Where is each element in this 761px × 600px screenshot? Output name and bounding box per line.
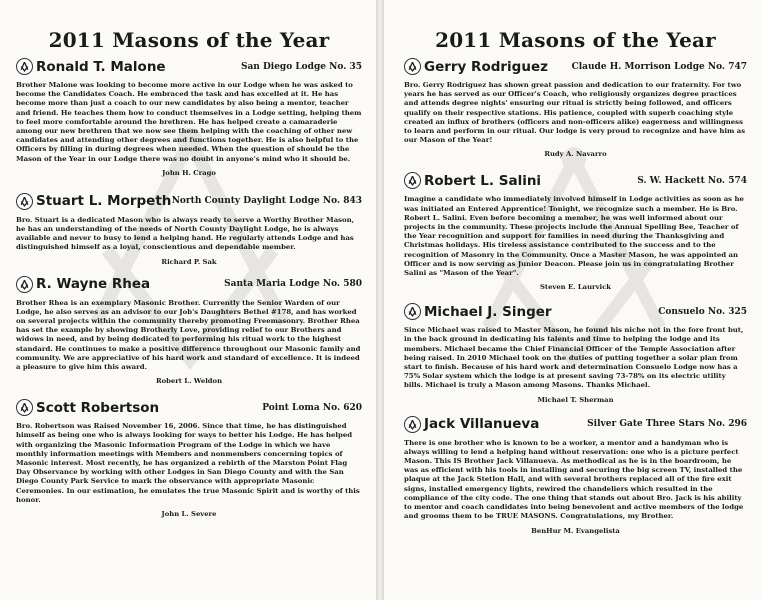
square-compass-icon [16,276,33,293]
tribute-text: Brother Rhea is an exemplary Masonic Brother. Currently the Senior Warden of our Lodge, he also serves as an advisor to our Job's Daughters Bethel #178, and has worked on several projects within the community thereby promoting Freemasonry. Brother Rhea has set the example by showing Brotherly Love, providing relief to our Brothers and widows in need, and by being dedicated to performing his ritual work to the highest standard. He continues to make a positive difference throughout our Masonic family and community. We are appreciative of his hard work and standard of excellence. It is indeed a pleasure to give him this award. [16,298,361,372]
lodge-name: Santa Maria Lodge No. 580 [224,279,362,290]
tribute-text: Bro. Gerry Rodriguez has shown great passion and dedication to our fraternity. For two years he has served as our Officer's Coach, who religiously organizes degree practices and attends degree nights' ensuring our ritual is strictly being followed, and officers qualify on their respective stations. His patience, coupled with superb coaching style created an influx of brothers (officers and non-officers alike) eagerness and willingness to learn and perform in our ritual. Our lodge is very proud to recognize and have him as our Mason of the Year! [404,81,746,145]
honoree-name: Ronald T. Malone [36,58,166,75]
honoree-name: Scott Robertson [36,399,160,416]
tribute-text: Bro. Stuart is a dedicated Mason who is always ready to serve a Worthy Brother Mason, he has an understanding of the needs of North County Daylight Lodge, he is always available and never to busy to lend a helping hand. He regularly attends Lodge and has distinguished himself as a loyal, conscientious and dependable member. [16,215,355,252]
tribute-text: Imagine a candidate who immediately involved himself in Lodge activities as soon as he was initiated an Entered Apprentice! Tonight, we recognize such a member. He is Bro. Robert L. Salini. Even before becoming a member, he was well informed about our projects in the community. These projects include the Annual Spelling Bee, Teacher of the Year recognition and support for families in need during the Thanksgiving and Christmas holidays. His tireless assistance contributed to the success and to the recognition of Masonry in the Community. Once a Master Mason, he was appointed an Officer and is now serving as Junior Deacon. Please join us in congratulating Brother Salini as "Mason of the Year". [404,195,744,278]
square-compass-icon [404,303,421,320]
book-gutter [376,0,384,600]
square-compass-icon [16,58,33,75]
lodge-name: S. W. Hackett No. 574 [637,175,747,186]
honoree-name: Gerry Rodriguez [424,58,548,75]
tribute-text: Bro. Robertson was Raised November 16, 2006. Since that time, he has distinguished himself as being one who is always looking for ways to better his Lodge. He has helped with organizing the Masonic Information Program of the Lodge in which we have monthly information meetings with Members and nonmembers concerning topics of Masonic interest. Most recently, he has organized a rebirth of the Marston Point Flag Day Observance by working with other Lodges in San Diego County and with the San Diego County Park Service to mark the observance with appropriate Masonic Ceremonies. In our estimation, he emulates the true Masonic Spirit and is worthy of this honor. [16,422,360,504]
honoree-section [16,193,362,266]
square-compass-icon [404,172,421,189]
honoree-section [16,58,362,177]
honoree-section [16,276,362,386]
tribute-text: There is one brother who is known to be a worker, a mentor and a handyman who is always willing to lend a helping hand without reservation: one who is a picture perfect Mason. This IS Brother Jack Villanueva. As methodical as he is in the boardroom, he was as efficient with his tools in installing and securing the big screen TV, installed the plaque at the Jack Stetlon Hall, and with several brothers replaced all of the fire exit signs, installed emergency lights, rewired the chandeliers which resulted in the compliance of the city code. The one thing that stands out about Bro. Jack is his ability to mentor and coach candidates into being benevolent and active members of the lodge and grooms them to be TRUE MASONS. Congratulations, my Brother. [404,438,744,521]
honoree-name: Jack Villanueva [424,416,540,433]
honoree-name: Michael J. Singer [424,303,552,320]
lodge-name: North County Daylight Lodge No. 843 [171,196,362,207]
page-title: 2011 Masons of the Year [48,28,330,52]
signature: John L. Severe [161,510,217,519]
signature: John H. Crago [162,168,216,177]
honoree-section [404,172,747,291]
lodge-name: San Diego Lodge No. 35 [240,61,362,72]
honoree-section [16,399,362,518]
lodge-name: Point Loma No. 620 [262,402,362,413]
square-compass-icon [404,58,421,75]
honoree-section [404,58,747,158]
lodge-name: Claude H. Morrison Lodge No. 747 [571,61,747,72]
signature: Michael T. Sherman [537,395,614,404]
lodge-name: Consuelo No. 325 [658,306,747,317]
honoree-name: Stuart L. Morpeth [36,193,172,210]
honoree-name: R. Wayne Rhea [36,276,151,293]
signature: Rudy A. Navarro [544,150,607,159]
signature: Robert L. Weldon [155,377,223,386]
tribute-text: Brother Malone was looking to become more active in our Lodge when he was asked to become the Candidates Coach. He embraced the task and has excelled at it. He has become more than just a coach to our new candidates by also being a mentor, teacher and friend. He teaches them how to conduct themselves in a Lodge setting, helping them to feel more comfortable around the brethren. He has helped create a camaraderie among our new brethren that we now see them helping with the coaching of other new candidates and attending other degrees and functions together. He is also helpful to the Officers by filling in during degrees when needed. When the question of should be the Mason of the Year in our Lodge there was no doubt in anyone's mind who it should be. [16,81,362,163]
signature: Steven E. Laurvick [540,283,611,292]
tribute-text: Since Michael was raised to Master Mason, he found his niche not in the fore front but, in the back ground in dedicating his talents and time to helping the lodge and its members. Michael became the Chief Financial Officer of the Temple Association after being raised. In 2010 Michael took on the duties of putting together a solar plan from start to finish. Because of his hard work and determination Consuelo Lodge now has a 75% Solar system which the lodge is at present saving 73-78% on its electric utility bills. Michael is truly a Mason among Masons. Thanks Michael. [404,326,744,390]
lodge-name: Silver Gate Three Stars No. 296 [587,419,747,430]
square-compass-icon [16,399,33,416]
honoree-section [404,416,747,535]
page-title: 2011 Masons of the Year [435,28,716,52]
signature: BenHur M. Evangelista [531,526,620,535]
square-compass-icon [16,193,33,210]
left-page [0,0,376,600]
honoree-section [404,303,747,403]
square-compass-icon [404,416,421,433]
signature: Richard P. Sak [161,257,217,266]
honoree-name: Robert L. Salini [424,172,542,189]
right-page [384,0,761,600]
